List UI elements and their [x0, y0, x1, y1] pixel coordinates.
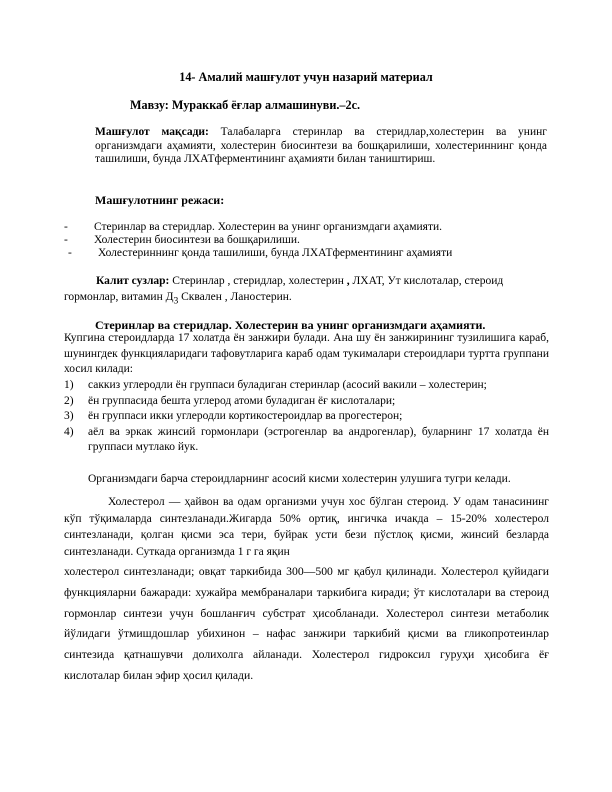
plan-item-dash: - — [64, 234, 68, 246]
plan-item — [64, 234, 554, 247]
list-item-text: ён группаси икки углеродли кортикостероидлар ва прогестерон; — [88, 410, 403, 422]
list-item — [64, 394, 549, 410]
plan-item-text: Стеринлар ва стеридлар. Холестерин ва унинг организмдаги аҳамияти. — [94, 221, 443, 233]
summary-paragraph: Организмдаги барча стероидларнинг асосий кисми холестерин улушига тугри келади. — [88, 473, 511, 485]
list-item-number: 3) — [64, 410, 74, 422]
goal-label: Машғулот мақсади: — [95, 126, 209, 138]
keywords-text-a: Стеринлар , стеридлар, холестерин — [169, 275, 347, 287]
goal-text: Талабаларга стеринлар ва стеридлар,холестерин ва унинг организмдаги аҳамияти, холестерин биосинтези ва бошқарилиши, холестериннинг қонда ташилиши, бунда ЛХАТферментининг аҳамияти билан таништириш. — [95, 126, 547, 165]
synthesis-paragraph: холестерол синтезланади; овқат таркибида 300—500 мг қабул қилинади. Холестерол қуйидаги функцияларни бажаради: хужайра мембраналари таркибига киради; ўт кислоталари ва стероид гормонлар синтези учун бошланғич субстрат ҳисобланади. Холестерол синтези метаболик йўлидаги ўтмишдошлар убихинон – нафас занжири таркибий қисми ва гликопротеинлар синтезида қатнашувчи долихолга айланади. Холестерол гидроксил гуруҳи ҳисобига ёғ кислоталар билан эфир ҳосил қилади. — [64, 565, 549, 682]
section-heading: Стеринлар ва стеридлар. Холестерин ва унинг организмдаги аҳамияти. — [95, 318, 486, 332]
list-item-number: 4) — [64, 425, 74, 438]
plan-item — [64, 247, 554, 260]
keywords-text-c: Сквален , Ланостерин. — [178, 291, 292, 303]
list-item — [64, 409, 549, 425]
list-item-text: саккиз углеродли ён группаси буладиган стеринлар (асосий вакили – холестерин; — [88, 379, 487, 391]
list-item — [64, 425, 549, 456]
topic-heading: Мавзу: Мураккаб ёғлар алмашинуви.–2с. — [130, 98, 361, 112]
keywords-paragraph — [64, 273, 554, 309]
list-item-number: 2) — [64, 394, 74, 407]
list-item-number: 1) — [64, 379, 74, 391]
plan-item-text: Холестериннинг қонда ташилиши, бунда ЛХАТферментининг аҳамияти — [98, 247, 453, 259]
goal-paragraph — [95, 126, 547, 167]
list-item-text: ён группасида бешта углерод атоми буладиган ёғ кислоталари; — [88, 394, 396, 407]
keywords-comma: , — [346, 275, 350, 287]
steroid-groups-list — [64, 378, 549, 456]
plan-item-dash: - — [64, 221, 68, 233]
keywords-label: Калит сузлар: — [96, 275, 170, 287]
keywords-text-b: ЛХАТ, Ут кислоталар, стероид гормонлар, витамин Д — [64, 275, 504, 303]
plan-item-text: Холестерин биосинтези ва бошқарилиши. — [94, 234, 300, 246]
plan-item-dash: - — [68, 247, 72, 259]
list-item — [64, 378, 549, 394]
page-title: 14- Амалий машғулот учун назарий материал — [179, 70, 433, 84]
keywords-subscript: 3 — [173, 295, 179, 307]
plan-heading: Машғулотнинг режаси: — [95, 193, 225, 207]
plan-item — [64, 221, 554, 234]
intro-paragraph: Купгина стероидларда 17 холатда ён занжири булади. Ана шу ён занжирининг тузилишига караб, шунингдек функцияларидаги тафовутларига караб одам тукималари стероидлари туртта группани хосил килади: — [64, 332, 549, 375]
list-item-text: аёл ва эркак жинсий гормонлари (эстрогенлар ва андрогенлар), буларнинг 17 холатда ён группаси мутлако йук. — [88, 425, 549, 453]
plan-list — [64, 221, 554, 260]
cholesterol-paragraph: Холестерол — ҳайвон ва одам организми учун хос бўлган стероид. У одам танасининг кўп тўқималарда синтезланади.Жигарда 50% ортиқ, ингичка ичакда – 15-20% холестерол синтезланади, қолган қисми эса тери, буйрак усти бези пўстлоқ қисми, жинсий безларда синтезланади. Суткада организмда 1 г га яқин — [64, 496, 549, 558]
